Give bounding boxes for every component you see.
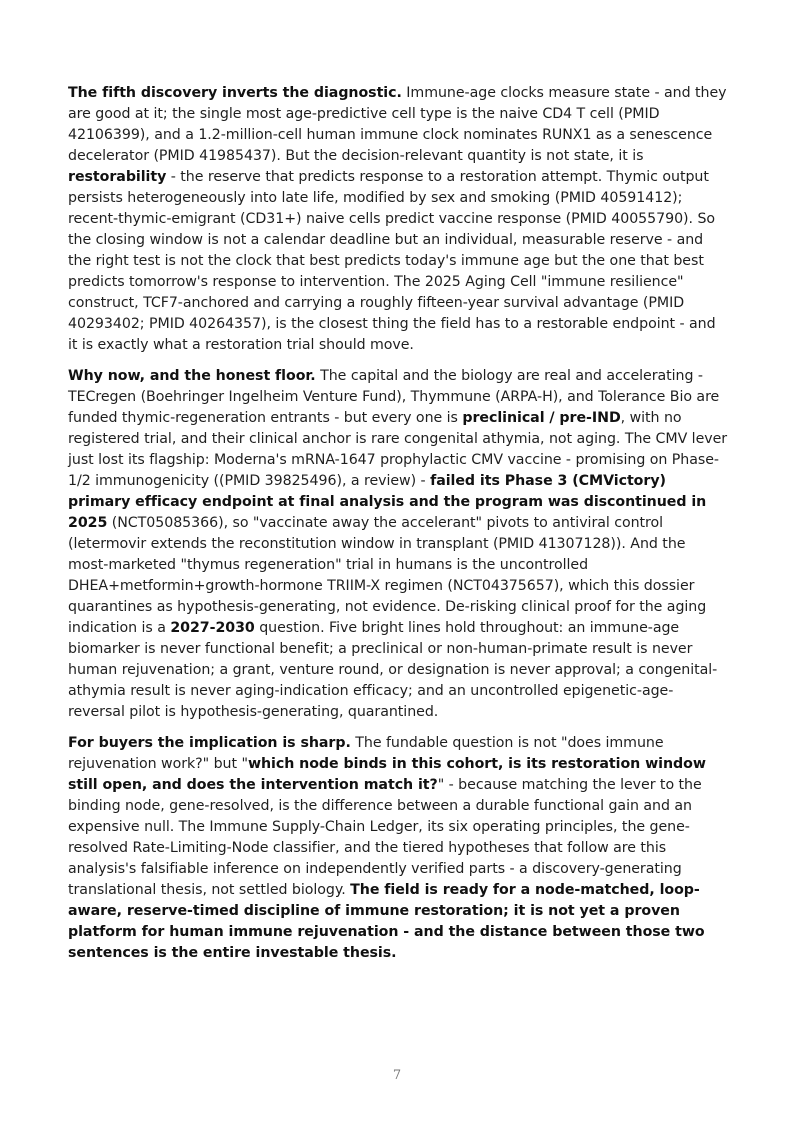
run-bold: 2027-2030	[170, 620, 255, 636]
run-bold: restorability	[68, 169, 167, 185]
paragraph-why-now	[68, 366, 728, 723]
run-text: (NCT05085366), so "vaccinate away the accelerant" pivots to antiviral control (letermovir extends the reconstitution window in transplant (PMID 41307128)). And the most-marketed "thymus regeneration" trial in humans is the uncontrolled DHEA+metformin+growth-hormone TRIIM-X regimen (NCT04375657), which this dossier quarantines as hypothesis-generating, not evidence. De-risking clinical proof for the aging indication is a	[68, 515, 707, 636]
paragraph-for-buyers	[68, 733, 728, 964]
run-text: , with no registered trial, and their clinical anchor is rare congenital athymia, not aging. The CMV lever just lost its flagship: Moderna's mRNA-1647 prophylactic CMV vaccine - promising on Phase-1/2 immunogenicity ((PMID 39825496), a review) -	[68, 410, 728, 489]
run-text: - the reserve that predicts response to a restoration attempt. Thymic output persists heterogeneously into late life, modified by sex and smoking (PMID 40591412); recent-thymic-emigrant (CD31+) naive cells predict vaccine response (PMID 40055790). So the closing window is not a calendar deadline but an individual, measurable reserve - and the right test is not the clock that best predicts today's immune age but the one that best predicts tomorrow's response to intervention. The 2025 Aging Cell "immune resilience" construct, TCF7-anchored and carrying a roughly fifteen-year survival advantage (PMID 40293402; PMID 40264357), is the closest thing the field has to a restorable endpoint - and it is exactly what a restoration trial should move.	[68, 169, 716, 353]
run-bold: preclinical / pre-IND	[462, 410, 621, 426]
run-text: " - because matching the lever to the binding node, gene-resolved, is the difference between a durable functional gain and an expensive null. The Immune Supply-Chain Ledger, its six operating principles, the gene-resolved Rate-Limiting-Node classifier, and the tiered hypotheses that follow are this analysis's falsifiable inference on independently verified parts - a discovery-generating translational thesis, not settled biology.	[68, 777, 702, 898]
run-bold: Why now, and the honest floor.	[68, 368, 316, 384]
document-body	[68, 83, 728, 974]
run-bold: For buyers the implication is sharp.	[68, 735, 351, 751]
run-bold: failed its Phase 3 (CMVictory) primary efficacy endpoint at final analysis and the program was discontinued in 2025	[68, 473, 707, 531]
run-text: The fundable question is not "does immune rejuvenation work?" but "	[68, 735, 664, 772]
run-bold: which node binds in this cohort, is its restoration window still open, and does the intervention match it?	[68, 756, 706, 793]
run-bold: The field is ready for a node-matched, loop-aware, reserve-timed discipline of immune restoration; it is not yet a proven platform for human immune rejuvenation - and the distance between those two sentences is the entire investable thesis.	[68, 882, 705, 961]
run-bold: The fifth discovery inverts the diagnostic.	[68, 85, 402, 101]
run-text: Immune-age clocks measure state - and they are good at it; the single most age-predictive cell type is the naive CD4 T cell (PMID 42106399), and a 1.2-million-cell human immune clock nominates RUNX1 as a senescence decelerator (PMID 41985437). But the decision-relevant quantity is not state, it is	[68, 85, 727, 164]
paragraph-fifth-discovery	[68, 83, 728, 356]
page-number: 7	[392, 1068, 402, 1083]
run-text: The capital and the biology are real and accelerating - TECregen (Boehringer Ingelheim Venture Fund), Thymmune (ARPA-H), and Tolerance Bio are funded thymic-regeneration entrants - but every one is	[68, 368, 720, 426]
run-text: question. Five bright lines hold throughout: an immune-age biomarker is never functional benefit; a preclinical or non-human-primate result is never human rejuvenation; a grant, venture round, or designation is never approval; a congenital-athymia result is never aging-indication efficacy; and an uncontrolled epigenetic-age-reversal pilot is hypothesis-generating, quarantined.	[68, 620, 718, 720]
